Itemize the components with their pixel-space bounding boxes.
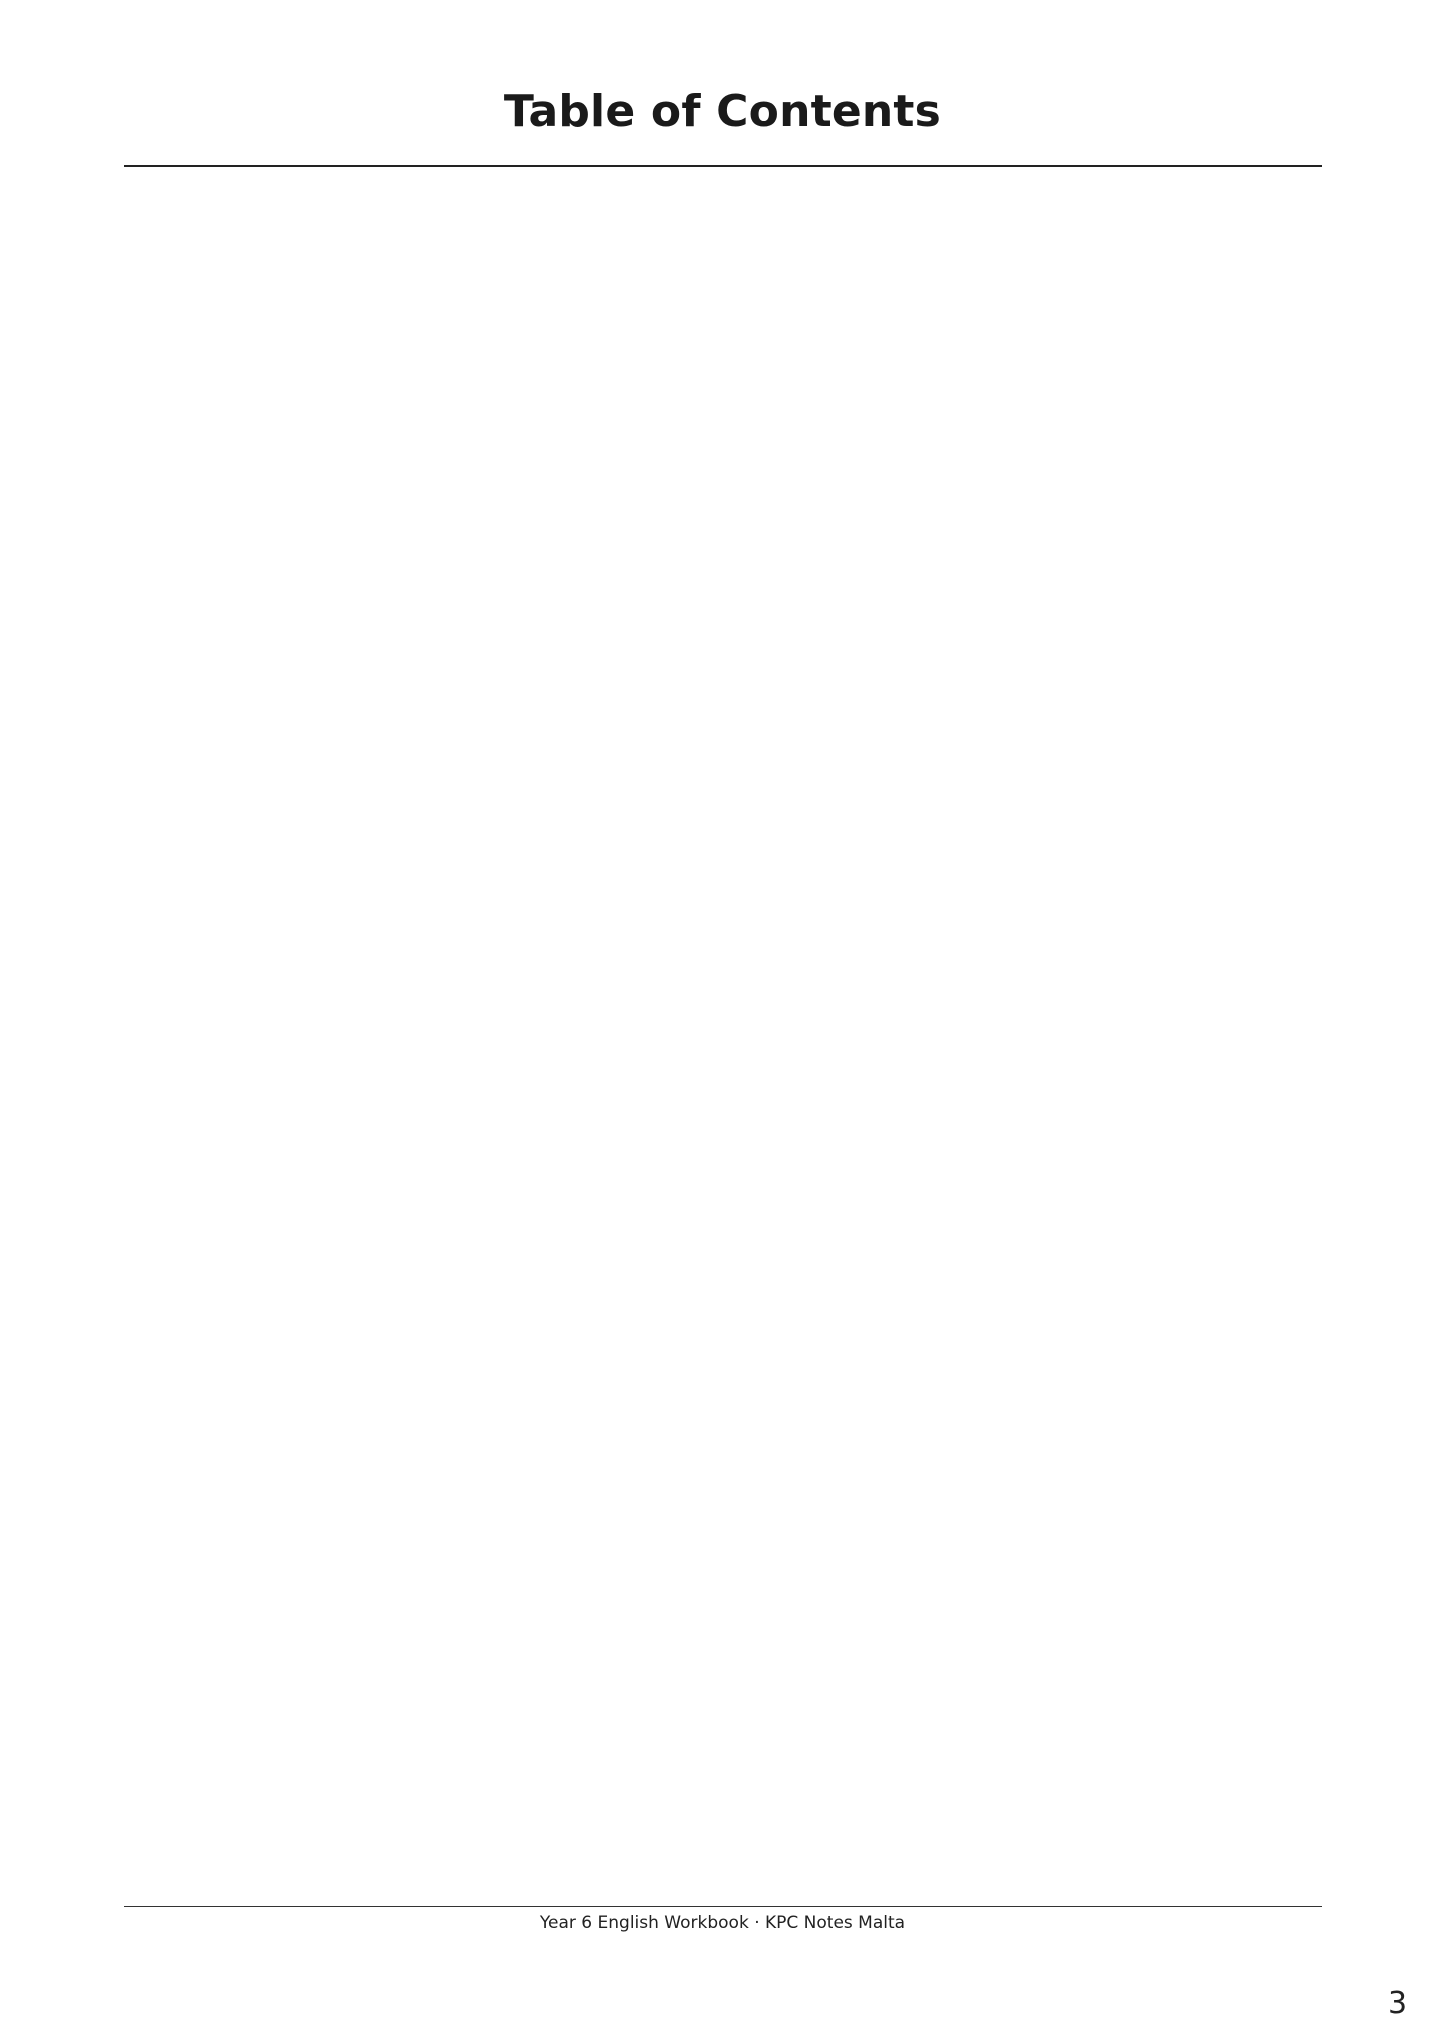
page-number: 3	[1388, 1986, 1408, 2021]
footer-text: Year 6 English Workbook · KPC Notes Malta	[539, 1913, 906, 1933]
footer-divider	[124, 1906, 1322, 1907]
page-title: Table of Contents	[503, 86, 942, 137]
title-divider	[124, 165, 1322, 167]
